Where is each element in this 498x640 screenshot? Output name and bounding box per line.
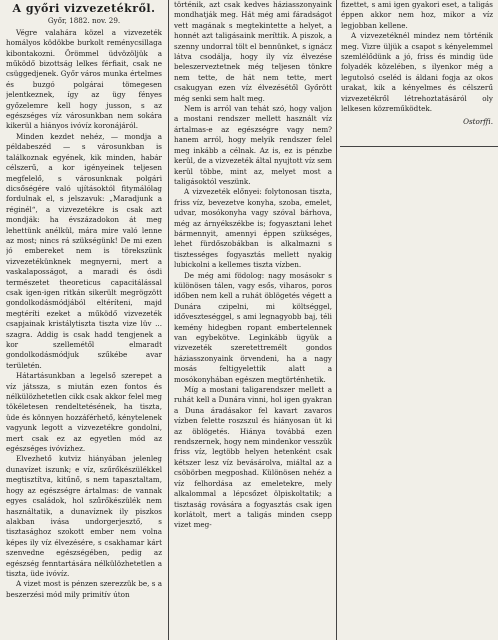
article-column-3 [341, 0, 493, 150]
article-title: A győri vizvezetékről. [12, 2, 156, 15]
paragraph: A vizvezeték előnyei: folytonosan tiszta, friss víz, bevezetve konyha, szoba, emelet, udvar, mosókonyha vagy szóval bárhova, még az árnyékszékbe is; fogyasztani lehet bármennyit, amennyi éppen szükséges, lehet fürdőszobákban is alkalmazni s tisztességes fogyasztás mellett nyakig lubickolni a kellemes tiszta vízben. [174, 187, 332, 270]
paragraph: Végre valahára közel a vizvezeték homályos ködökbe burkolt reménycsillaga kibontakozni. Örömmel üdvözöljük a működő bizottság lelkes férfiait, csak ne csüggedjenek. Győr város munka értelmes és buzgó polgárai tömegesen jelentkeznek, így az ügy fényes győzelemre kell hogy jusson, s az egészséges víz városunkban nem sokára kikerül a hiányos ivóvíz koronájáról. [6, 27, 162, 131]
paragraph: Minden kezdet nehéz, — mondja a példabeszéd — s városunkban is találkoznak egyének, kik minden, habár célszerű, a kor igényeinek teljesen megfelelő, s városunknak polgári dicsőségére való ujításoktól fitymálólag fordulnak el, s jelszavuk: „Maradjunk a réginél“, a vizvezetékre is csak azt mondják: ha évszázadokon át meg lehettünk anélkül, mára mire való lenne az most; nincs rá szükségünk! De mi ezen jó embereket nem is törekszünk vizvezetékünknek megnyerni, mert a vaskalaposságot, a maradi és ósdi természetet theoreticus capacitálással csak igen-igen ritkán sikerült megrögzött gondolkodásmódjából eltéríteni, majd megtéríti ezeket a működő vizvezeték csapjainak kristálytiszta tiszta vize lüv ... szagra. Addig is csak hadd tengjenek a kor szellemétől elmaradt gondolkodásmódjuk szűkébe avar területén. [6, 131, 162, 370]
author-signature: Ostorffi. [463, 117, 493, 127]
article-column-2 [174, 0, 332, 640]
article-column-1 [6, 0, 162, 640]
column-divider [336, 0, 337, 640]
paragraph: Míg a mostani taligarendszer mellett a ruhát kell a Dunára vinni, hol igen gyakran a Duna áradásakor fel kavart zavaros vízben felette roszszul és hiányosan üt ki az öblögetés. Hiánya továbbá ezen rendszernek, hogy nem mindenkor vesszük friss víz, legtöbb helyen hetenként csak kétszer lesz víz bevásárolva, miáltal az a csöbörben megposhad. Különösen nehéz a víz felhordása az emeletekre, mely alkalommal a lépcsőzet ölpiskoltatik; a tisztaság rovására a fogyasztás csak igen korlátolt, mert a taligás minden csepp vizet meg- [174, 385, 332, 530]
paragraph: Nem is arról van tehát szó, hogy valjon a mostani rendszer mellett használt víz ártalmas-e az egészségre vagy nem? hanem arról, hogy melyik rendszer felel meg inkább a célnak. Az is, ez is pénzbe kerül, de a vizvezeték által nyujtott víz sem kerül többe, mint az, melyet most a taligásoktól veszünk. [174, 104, 332, 186]
paragraph: Elvezhető kutviz hiányában jelenleg dunavízet iszunk; e víz, szűrőkészülékkel megtisztítva, kitűnő, s nem tapasztaltam, hogy az egészségre ártalmas: de vannak egyes családok, hol szűrőkészülék nem használtatik, a dunavíznek ily piszkos alakban ivása undorgerjesztő, s tisztasághoz szokott ember nem volna képes ily víz élvezésére, s csakhamar kárt szenvedne egészségében, pedig az egészség fenntartására nélkülözhetetlen a tiszta, üde ivóvíz. [6, 454, 162, 578]
paragraph: De még ami födolog: nagy mosásokr s különösen tálen, vagy esős, viharos, poros időben nem kell a ruhát öblögetés végett a Dunára czipelni, mi költséggel, időveszteséggel, s ami legnagyobb baj, téli kemény hidegben ropant embertelennek van egybekötve. Leginkább ügyük a vizvezeték szeretettremélt gondos háziasszonyaink örvendeni, ha a nagy mosás feltigyelettik alatt a mosókonyhában egészen megtörténhetik. [174, 270, 332, 384]
paragraph: A vizet most is pénzen szerezzük be, s a beszerzési mód mily primitív úton [6, 579, 162, 599]
paragraph: A vizvezetéknél mindez nem történik meg. Vizre üljük a csapot s kényelemmel szemlélődünk a jó, friss és mindig üde folyadék közelében, s ilyenkor még a legutolsó cseléd is áldani fogja az okos urakat, kik a kényelmes és célszerű vizvezetékről létrehoztatásáról oly lelkesen közreműködtek. [341, 31, 493, 114]
paragraph: történik, azt csak kedves háziasszonyaink mondhatják meg. Hát még ami fáradságot vett magának s megtekintette a helyet, a honnét azt taligásaink meríttik. A piszok, a szenny undorral tölt el bennünket, s ignácz látva csodálja, hogy ily víz élvezése beleszerveztetnek még teljesen tönkre nem tette, de hát nem tette, mert csakugyan ezen víz élvezésétől Győrött még senki sem halt meg. [174, 0, 332, 103]
paragraph: fizettet, s ami igen gyakori eset, a taligás éppen akkor nem hoz, mikor a víz legjobban kellene. [341, 0, 493, 30]
paragraph: Hátartásunkban a legelső szerepet a víz játssza, s miután ezen fontos és nélkülözhetetlen cikk csak akkor felel meg tökéletesen rendeltetésének, ha tiszta, üde és könnyen hozzáférhető, kénytelenek vagyunk legott a vizvezetékre gondolni, mert csak ez az egyetlen mód az egészséges ivóvízhez. [6, 371, 162, 454]
column-divider [168, 0, 169, 640]
article-dateline: Győr, 1882. nov. 29. [47, 16, 121, 26]
